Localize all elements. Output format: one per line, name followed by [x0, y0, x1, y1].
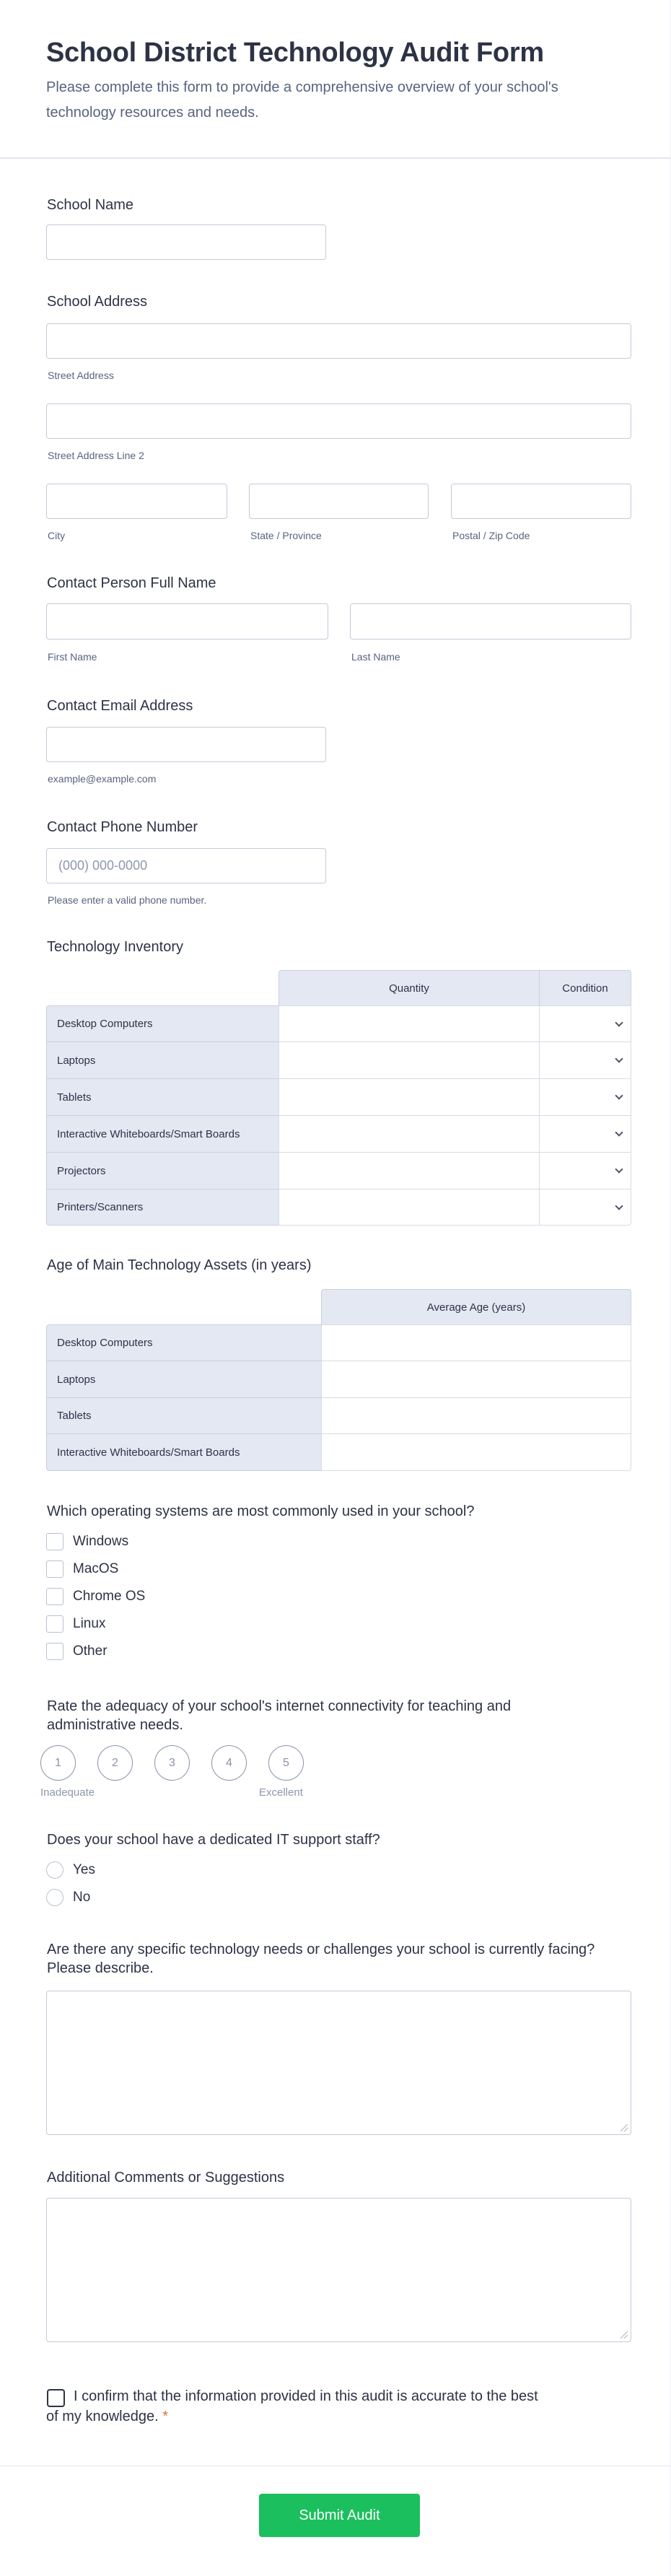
- condition-select[interactable]: [539, 1005, 631, 1042]
- first-name-field[interactable]: [46, 603, 328, 639]
- city-caption: City: [48, 530, 66, 541]
- school-name-input[interactable]: [47, 225, 325, 259]
- needs-textarea[interactable]: [47, 1991, 631, 2134]
- state-caption: State / Province: [250, 530, 322, 541]
- chevron-down-icon: [615, 1091, 623, 1099]
- contact-name-label: Contact Person Full Name: [47, 575, 216, 591]
- page-subtitle: Please complete this form to provide a comprehensive overview of your school's technology resources and needs.: [46, 79, 558, 121]
- inventory-quantity-cell[interactable]: [279, 1078, 540, 1116]
- chevron-down-icon: [615, 1128, 623, 1136]
- age-row-label: Laptops: [46, 1361, 322, 1398]
- age-col-average: Average Age (years): [321, 1289, 631, 1325]
- age-row-label: Interactive Whiteboards/Smart Boards: [46, 1433, 322, 1471]
- chevron-down-icon: [615, 1018, 623, 1026]
- rating-low-label: Inadequate: [40, 1786, 95, 1799]
- required-asterisk: *: [162, 2409, 168, 2424]
- state-input[interactable]: [250, 484, 428, 518]
- zip-caption: Postal / Zip Code: [452, 530, 530, 541]
- quantity-input[interactable]: [279, 1153, 539, 1189]
- age-input[interactable]: [322, 1361, 631, 1397]
- comments-textarea[interactable]: [47, 2199, 631, 2341]
- submit-audit-button[interactable]: Submit Audit: [259, 2494, 420, 2537]
- first-name-caption: First Name: [48, 651, 97, 663]
- inventory-row-label: Desktop Computers: [46, 1005, 279, 1042]
- rating-question-label: Rate the adequacy of your school's internet connectivity for teaching and administrative needs.: [47, 1698, 512, 1733]
- phone-caption: Please enter a valid phone number.: [48, 894, 207, 906]
- confirm-checkbox[interactable]: [47, 2389, 65, 2407]
- os-option-label: MacOS: [73, 1561, 119, 1576]
- quantity-input[interactable]: [279, 1116, 539, 1152]
- asset-age-label: Age of Main Technology Assets (in years): [47, 1257, 312, 1273]
- city-field[interactable]: [46, 484, 227, 519]
- inventory-row-label: Laptops: [46, 1042, 279, 1079]
- inventory-row-label: Projectors: [46, 1152, 279, 1189]
- resize-handle-icon[interactable]: [620, 2331, 628, 2339]
- age-cell[interactable]: [321, 1361, 631, 1398]
- os-checkbox-macos[interactable]: [46, 1560, 63, 1578]
- last-name-input[interactable]: [351, 604, 631, 639]
- street-address-field[interactable]: [46, 323, 631, 359]
- quantity-input[interactable]: [279, 1189, 539, 1225]
- inventory-row-label: Interactive Whiteboards/Smart Boards: [46, 1115, 279, 1153]
- os-option-label: Windows: [73, 1534, 129, 1549]
- inventory-col-quantity: Quantity: [279, 970, 540, 1006]
- needs-question-label: Are there any specific technology needs or challenges your school is currently facing? Please describe.: [47, 1942, 595, 1976]
- rating-high-label: Excellent: [259, 1786, 303, 1799]
- condition-select[interactable]: [539, 1042, 631, 1079]
- school-name-field[interactable]: [46, 224, 326, 260]
- contact-email-label: Contact Email Address: [47, 698, 193, 714]
- inventory-row-label: Printers/Scanners: [46, 1189, 279, 1226]
- header-divider: [0, 157, 671, 159]
- inventory-quantity-cell[interactable]: [279, 1115, 540, 1153]
- email-caption: example@example.com: [48, 773, 157, 785]
- needs-textarea-field[interactable]: [46, 1991, 631, 2135]
- rating-option-4[interactable]: 4: [211, 1745, 247, 1781]
- first-name-input[interactable]: [47, 604, 328, 639]
- last-name-field[interactable]: [350, 603, 631, 639]
- age-input[interactable]: [322, 1325, 631, 1361]
- os-checkbox-windows[interactable]: [46, 1533, 63, 1550]
- rating-option-2[interactable]: 2: [97, 1745, 133, 1781]
- condition-select[interactable]: [539, 1115, 631, 1153]
- age-cell[interactable]: [321, 1433, 631, 1471]
- zip-input[interactable]: [452, 484, 631, 518]
- os-question-label: Which operating systems are most commonly used in your school?: [47, 1503, 475, 1519]
- comments-label: Additional Comments or Suggestions: [47, 2170, 285, 2186]
- it-staff-radio-no[interactable]: [46, 1889, 63, 1906]
- contact-phone-label: Contact Phone Number: [47, 819, 198, 835]
- chevron-down-icon: [615, 1165, 623, 1173]
- os-option-label: Linux: [73, 1616, 106, 1631]
- quantity-input[interactable]: [279, 1006, 539, 1042]
- inventory-col-condition: Condition: [539, 970, 631, 1006]
- age-input[interactable]: [322, 1434, 631, 1470]
- age-row-label: Desktop Computers: [46, 1324, 322, 1361]
- quantity-input[interactable]: [279, 1042, 539, 1078]
- os-checkbox-chromeos[interactable]: [46, 1588, 63, 1605]
- inventory-quantity-cell[interactable]: [279, 1042, 540, 1079]
- confirm-text: I confirm that the information provided in this audit is accurate to the best of my knowledge.: [46, 2388, 538, 2424]
- condition-select[interactable]: [539, 1152, 631, 1189]
- resize-handle-icon[interactable]: [620, 2124, 628, 2131]
- school-name-label: School Name: [47, 197, 134, 213]
- state-field[interactable]: [249, 484, 429, 519]
- age-cell[interactable]: [321, 1397, 631, 1434]
- email-input[interactable]: [47, 728, 325, 761]
- os-option-label: Chrome OS: [73, 1589, 146, 1604]
- school-address-label: School Address: [47, 294, 147, 310]
- email-field[interactable]: [46, 727, 326, 762]
- street-address-line2-input[interactable]: [47, 404, 631, 438]
- it-staff-option-label: No: [73, 1890, 91, 1905]
- street-address-line2-field[interactable]: [46, 403, 631, 439]
- age-row-label: Tablets: [46, 1397, 322, 1434]
- os-option-label: Other: [73, 1643, 108, 1659]
- os-checkbox-other[interactable]: [46, 1643, 63, 1660]
- inventory-quantity-cell[interactable]: [279, 1005, 540, 1042]
- condition-select[interactable]: [539, 1189, 631, 1226]
- inventory-quantity-cell[interactable]: [279, 1152, 540, 1189]
- inventory-label: Technology Inventory: [47, 939, 184, 955]
- zip-field[interactable]: [451, 484, 631, 519]
- chevron-down-icon: [615, 1055, 623, 1062]
- chevron-down-icon: [615, 1202, 623, 1210]
- age-input[interactable]: [322, 1398, 631, 1433]
- phone-field[interactable]: [46, 848, 326, 883]
- city-input[interactable]: [47, 484, 227, 518]
- it-staff-question-label: Does your school have a dedicated IT support staff?: [47, 1832, 380, 1848]
- street-address-input[interactable]: [47, 324, 631, 358]
- confirm-label: [46, 2386, 551, 2427]
- street-address-line2-caption: Street Address Line 2: [48, 450, 144, 461]
- rating-option-1[interactable]: 1: [40, 1745, 76, 1781]
- inventory-quantity-cell[interactable]: [279, 1189, 540, 1226]
- it-staff-option-label: Yes: [73, 1862, 95, 1877]
- comments-textarea-field[interactable]: [46, 2198, 631, 2342]
- condition-select[interactable]: [539, 1078, 631, 1116]
- last-name-caption: Last Name: [351, 651, 400, 663]
- street-address-caption: Street Address: [48, 370, 114, 381]
- os-checkbox-linux[interactable]: [46, 1615, 63, 1633]
- inventory-row-label: Tablets: [46, 1078, 279, 1116]
- rating-option-5[interactable]: 5: [268, 1745, 304, 1781]
- quantity-input[interactable]: [279, 1079, 539, 1115]
- page-title: School District Technology Audit Form: [46, 38, 544, 68]
- phone-input[interactable]: [47, 849, 325, 883]
- age-cell[interactable]: [321, 1324, 631, 1361]
- it-staff-radio-yes[interactable]: [46, 1861, 63, 1879]
- rating-option-3[interactable]: 3: [154, 1745, 190, 1781]
